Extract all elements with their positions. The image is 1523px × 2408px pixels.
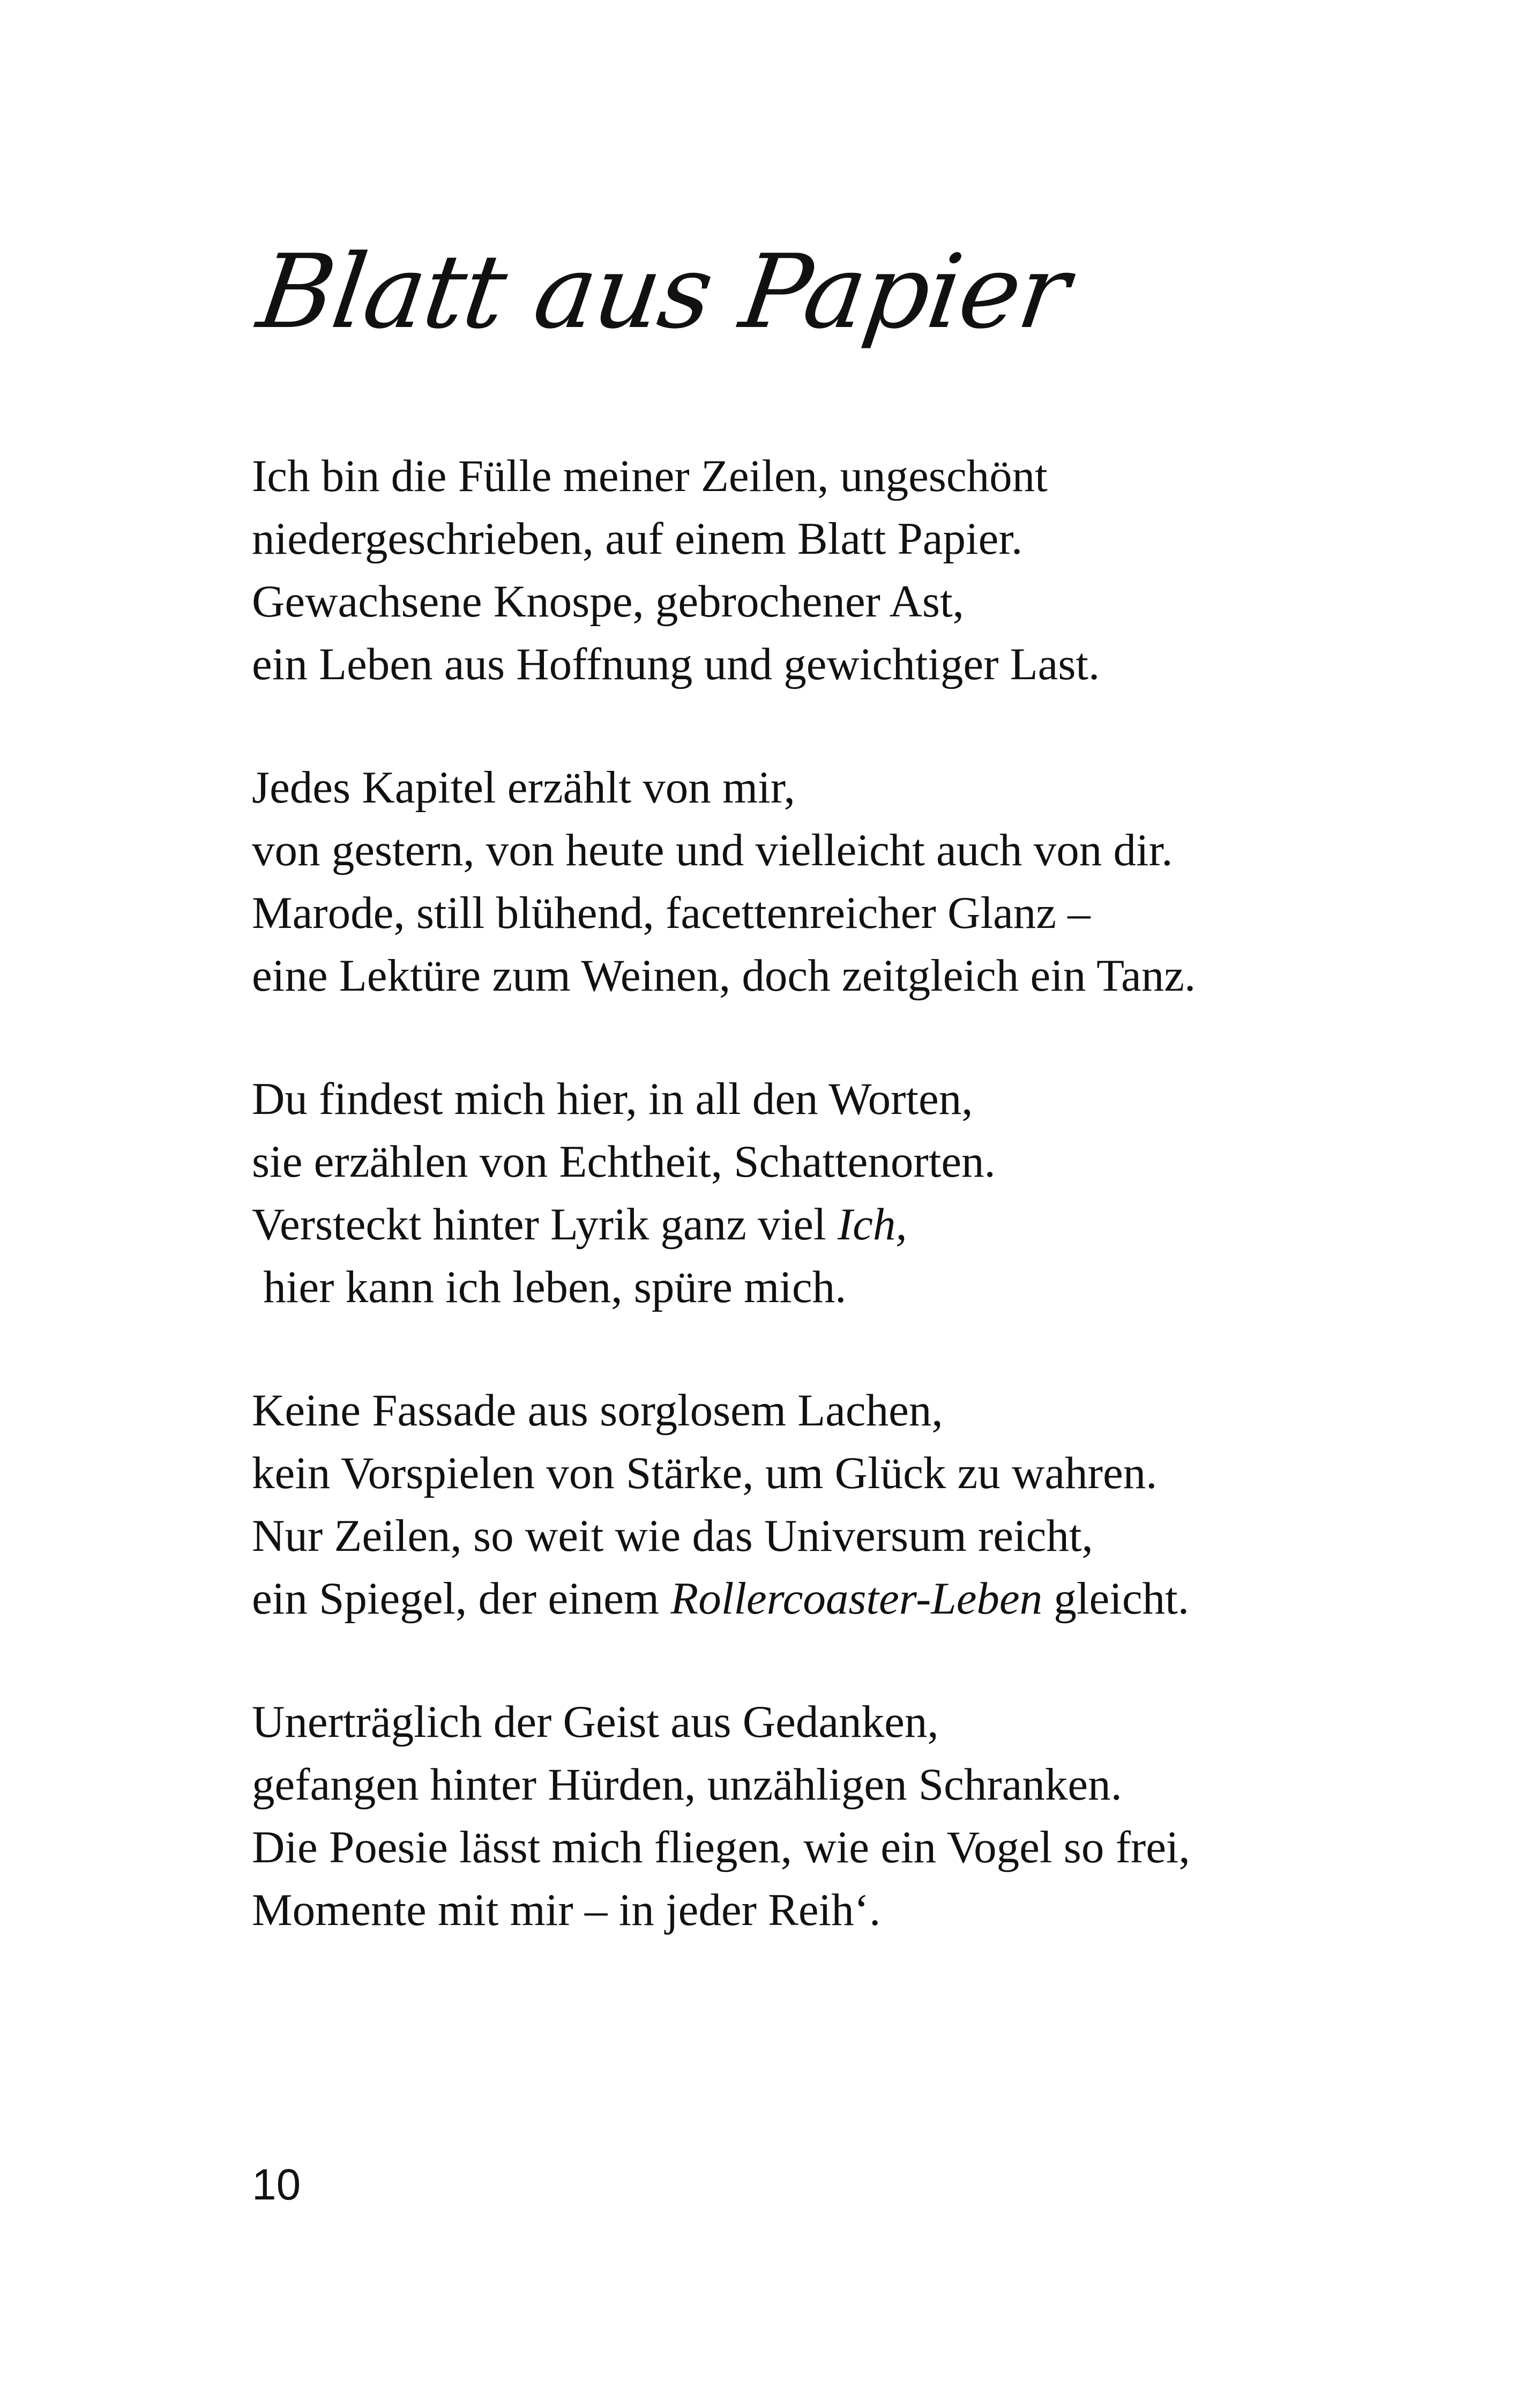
- stanza: [252, 445, 1431, 696]
- poem-line: Keine Fassade aus sorglosem Lachen,: [252, 1385, 943, 1436]
- poem-line: Ich bin die Fülle meiner Zeilen, ungeschönt: [252, 451, 1048, 501]
- stanza: [252, 1379, 1431, 1630]
- poem-line: eine Lektüre zum Weinen, doch zeitgleich ein Tanz.: [252, 950, 1196, 1001]
- italic-emphasis: Ich,: [837, 1199, 907, 1250]
- poem-line: Unerträglich der Geist aus Gedanken,: [252, 1697, 939, 1747]
- poem-line: sie erzählen von Echtheit, Schattenorten.: [252, 1136, 996, 1187]
- poem-line: Nur Zeilen, so weit wie das Universum reicht,: [252, 1511, 1093, 1561]
- poem-line: Die Poesie lässt mich fliegen, wie ein Vogel so frei,: [252, 1822, 1190, 1872]
- italic-emphasis: Rollercoaster-Leben: [670, 1573, 1043, 1624]
- poem-line: Jedes Kapitel erzählt von mir,: [252, 762, 795, 813]
- poem-line: Gewachsene Knospe, gebrochener Ast,: [252, 576, 964, 627]
- poem-line: kein Vorspielen von Stärke, um Glück zu wahren.: [252, 1448, 1158, 1498]
- poem-line: Momente mit mir – in jeder Reih‘.: [252, 1885, 881, 1935]
- poem-line: Marode, still blühend, facettenreicher Glanz –: [252, 888, 1091, 938]
- poem-line: ein Leben aus Hoffnung und gewichtiger Last.: [252, 639, 1100, 689]
- poem-line: niedergeschrieben, auf einem Blatt Papier.: [252, 514, 1023, 564]
- poem-line: hier kann ich leben, spüre mich.: [252, 1262, 847, 1312]
- poem-line: von gestern, von heute und vielleicht auch von dir.: [252, 825, 1173, 875]
- stanza: [252, 1068, 1431, 1319]
- poem-title: Blatt aus Papier: [251, 233, 1076, 351]
- poem-body: [252, 445, 1431, 2002]
- poem-line: ein Spiegel, der einem Rollercoaster-Leben gleicht.: [252, 1573, 1189, 1624]
- page-number: 10: [252, 2160, 301, 2209]
- poem-line: gefangen hinter Hürden, unzähligen Schranken.: [252, 1759, 1122, 1810]
- stanza: [252, 1691, 1431, 1942]
- stanza: [252, 756, 1431, 1007]
- poem-line: Versteckt hinter Lyrik ganz viel Ich,: [252, 1199, 907, 1250]
- poem-line: Du findest mich hier, in all den Worten,: [252, 1074, 973, 1124]
